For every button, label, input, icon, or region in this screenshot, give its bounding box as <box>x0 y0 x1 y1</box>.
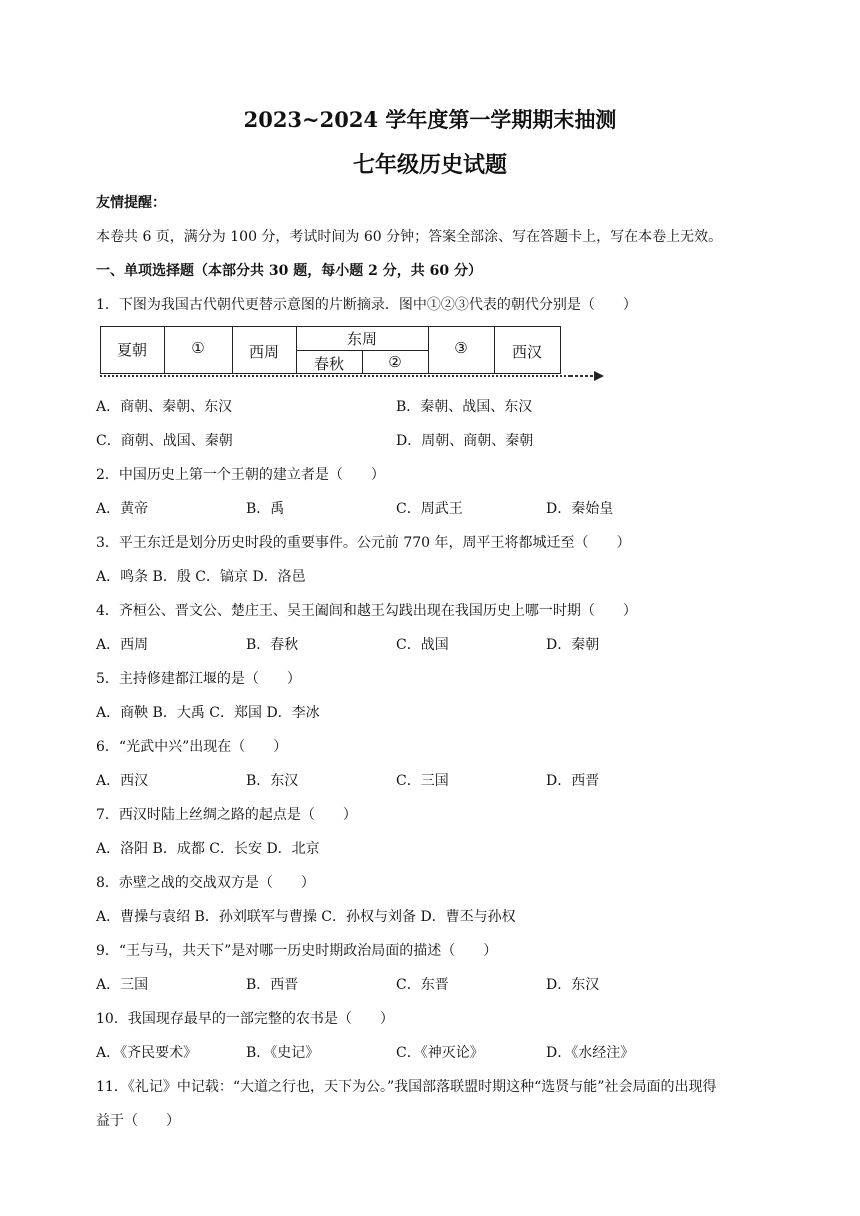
option-b[interactable]: B．秦朝、战国、东汉 <box>396 399 533 415</box>
exam-title: 2023~2024 学年度第一学期期末抽测 <box>243 107 617 132</box>
option-b[interactable]: B．东汉 <box>246 773 299 789</box>
option-d[interactable]: D．秦始皇 <box>546 501 614 517</box>
question-stem: 9．“王与马，共天下”是对哪一历史时期政治局面的描述（ ） <box>96 943 498 959</box>
option-d[interactable]: D．东汉 <box>546 977 600 993</box>
question-stem-continued: 益于（ ） <box>96 1113 180 1129</box>
timeline-cell-2: ② <box>388 353 402 371</box>
exam-subtitle: 七年级历史试题 <box>352 152 507 178</box>
option-c[interactable]: C．三国 <box>396 773 449 789</box>
option-c[interactable]: C．周武王 <box>396 501 463 517</box>
timeline-cell-xihan: 西汉 <box>511 343 542 361</box>
option-c[interactable]: C．《神灭论》 <box>396 1045 484 1061</box>
options-line[interactable]: A．洛阳 B．成都 C．长安 D．北京 <box>96 841 320 857</box>
option-a[interactable]: A．黄帝 <box>96 501 149 517</box>
arrow-icon <box>594 371 604 381</box>
option-a[interactable]: A．西汉 <box>96 773 149 789</box>
options-line[interactable]: A．曹操与袁绍 B．孙刘联军与曹操 C．孙权与刘备 D．曹丕与孙权 <box>96 909 516 925</box>
question-stem: 3．平王东迁是划分历史时段的重要事件。公元前 770 年，周平王将都城迁至（ ） <box>96 535 631 551</box>
option-c[interactable]: C．商朝、战国、秦朝 <box>96 433 233 449</box>
timeline-cell-1: ① <box>191 339 205 357</box>
option-a[interactable]: A．三国 <box>96 977 149 993</box>
question-stem: 7．西汉时陆上丝绸之路的起点是（ ） <box>96 807 357 823</box>
dynasty-timeline <box>100 326 620 382</box>
timeline-cell-3: ③ <box>454 339 468 357</box>
notice-heading: 友情提醒： <box>96 195 166 211</box>
option-b[interactable]: B．《史记》 <box>246 1045 320 1061</box>
question-stem: 8．赤壁之战的交战双方是（ ） <box>96 875 315 891</box>
option-a[interactable]: A．西周 <box>96 637 149 653</box>
option-a[interactable]: A．《齐民要术》 <box>96 1045 198 1061</box>
timeline-cell-chunqiu: 春秋 <box>313 355 344 373</box>
timeline-cell-dongzhou: 东周 <box>346 330 377 348</box>
option-d[interactable]: D．周朝、商朝、秦朝 <box>396 433 534 449</box>
question-stem: 1．下图为我国古代朝代更替示意图的片断摘录．图中①②③代表的朝代分别是（ ） <box>96 297 637 313</box>
option-b[interactable]: B．禹 <box>246 501 285 517</box>
option-d[interactable]: D．《水经注》 <box>546 1045 635 1061</box>
option-b[interactable]: B．西晋 <box>246 977 299 993</box>
option-d[interactable]: D．西晋 <box>546 773 600 789</box>
question-stem: 4．齐桓公、晋文公、楚庄王、吴王阖闾和越王勾践出现在我国历史上哪一时期（ ） <box>96 603 637 619</box>
option-b[interactable]: B．春秋 <box>246 637 299 653</box>
option-c[interactable]: C．战国 <box>396 637 449 653</box>
question-stem: 5．主持修建都江堰的是（ ） <box>96 671 301 687</box>
option-d[interactable]: D．秦朝 <box>546 637 600 653</box>
notice-text: 本卷共 6 页，满分为 100 分，考试时间为 60 分钟；答案全部涂、写在答题卡上，写在本卷上无效。 <box>96 229 723 245</box>
option-a[interactable]: A．商朝、秦朝、东汉 <box>96 399 233 415</box>
question-stem: 10．我国现存最早的一部完整的农书是（ ） <box>96 1011 394 1027</box>
options-line[interactable]: A．商鞅 B．大禹 C．郑国 D．李冰 <box>96 705 320 721</box>
timeline-cell-xizhou: 西周 <box>248 343 279 361</box>
question-stem: 6．“光武中兴”出现在（ ） <box>96 739 288 755</box>
question-stem: 2．中国历史上第一个王朝的建立者是（ ） <box>96 467 385 483</box>
option-c[interactable]: C．东晋 <box>396 977 449 993</box>
options-line[interactable]: A．鸣条 B．殷 C．镐京 D．洛邑 <box>96 569 306 585</box>
timeline-cell-xia: 夏朝 <box>116 341 147 359</box>
section-heading: 一、单项选择题（本部分共 30 题，每小题 2 分，共 60 分） <box>96 263 482 279</box>
question-stem: 11．《礼记》中记载：“大道之行也，天下为公。”我国部落联盟时期这种“选贤与能”社会局面的出现得 <box>96 1079 717 1095</box>
